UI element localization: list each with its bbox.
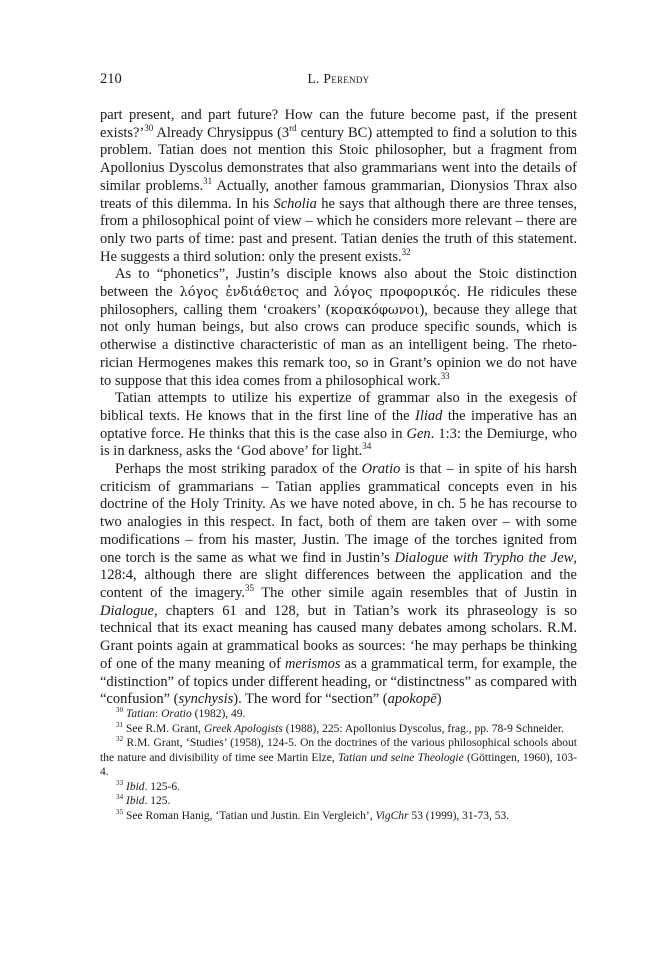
italic-text: apokopē	[387, 691, 437, 708]
text-run: Tatian attempts to utilize his expertize of grammar also in the exegesis of biblical texts. He knows that in the first line of the	[100, 390, 577, 424]
italic-text: merismos	[284, 655, 341, 672]
running-title: L. Perendy	[307, 71, 370, 86]
text-run: . 1:3: the Demiurge, who is in darkness, asks the ‘God above’ for light.	[100, 425, 577, 460]
body-text	[100, 107, 577, 709]
italic-text: VigChr	[375, 809, 409, 822]
footnote	[100, 780, 577, 795]
note-marker: 35	[116, 807, 124, 816]
text-run: , 128:4, although there are slight differences between the application and the content of the imagery.	[100, 549, 577, 601]
note-marker: 30	[144, 122, 154, 133]
italic-text: Scholia	[273, 195, 317, 212]
italic-text: Ibid	[126, 780, 145, 793]
text-run: See Roman Hanig, ‘Tatian und Justin. Ein Vergleich’,	[123, 809, 376, 822]
text-run: Actually, another famous grammarian, Dionysios Thrax also treats of this dilemma. In his	[100, 177, 577, 212]
note-marker: 35	[245, 583, 255, 594]
text-run: . He ridicules these philosophers, calling them ‘croakers’ (	[100, 284, 577, 318]
paragraph	[100, 107, 577, 266]
footnote	[100, 794, 577, 809]
note-marker: 30	[116, 706, 124, 715]
footnote	[100, 736, 577, 780]
page-number: 210	[100, 71, 122, 87]
note-marker: rd	[289, 122, 297, 133]
paragraph	[100, 390, 577, 461]
italic-text: Oratio	[361, 461, 401, 478]
note-marker: 33	[116, 778, 124, 787]
italic-text: synchysis	[178, 691, 234, 708]
note-marker: 33	[440, 370, 450, 381]
text-run: is that – in spite of his harsh criticism of grammarians – Tatian applies grammatical concepts even in his doctrine of the Holy Trinity. As we have noted above, in ch. 5 he has recourse to two analogies in this respect. In fact, both of them are taken over – with some modifications – from his master, Justin. The image of the torches ignited from one torch is the same as what we find in Justin’s	[100, 461, 577, 566]
italic-text: Dialogue with Trypho the Jew	[394, 549, 574, 566]
text-run: the imperative has an optative force. He thinks that this is the case also in	[100, 407, 577, 442]
note-marker: 31	[116, 720, 124, 729]
italic-text: Oratio	[161, 708, 192, 720]
italic-text: Iliad	[415, 407, 443, 424]
italic-text: Greek Apologists	[203, 722, 283, 735]
note-marker: 32	[401, 246, 411, 257]
text-run: Already Chrysippus (3	[153, 124, 290, 141]
text-run: (1988), 225: Apollonius Dyscolus, frag., pp. 78-9 Schneider.	[282, 722, 564, 735]
text-run: Perhaps the most striking paradox of the	[115, 461, 362, 478]
text-run: as a grammatical term, for example, the “distinction” of topics under different heading, or “distinctness” as compared with “confusion” (	[100, 655, 577, 708]
paragraph	[100, 461, 577, 709]
italic-text: Dialogue	[100, 602, 154, 619]
text-run: . 125-6.	[144, 780, 180, 793]
text-run: The other simile again resembles that of Justin in	[254, 584, 577, 601]
footnote	[100, 707, 577, 722]
text-run: (1982), 49.	[191, 708, 246, 720]
italic-text: Gen	[406, 425, 431, 442]
italic-text: Ibid	[126, 795, 145, 807]
text-run: . 125.	[144, 795, 171, 807]
text-run: :	[154, 708, 162, 720]
note-marker: 32	[116, 735, 124, 744]
greek-term: λόγος προφορικός	[333, 285, 457, 301]
greek-term: λόγος ἐνδιάθετος	[179, 285, 300, 301]
footnotes	[100, 707, 577, 823]
running-head	[100, 71, 577, 91]
paragraph	[100, 266, 577, 390]
note-marker: 31	[203, 175, 213, 186]
italic-text: Tatian und seine Theologie	[338, 751, 464, 764]
text-run: century BC) attempted to find a solution to this problem. Tatian does not mention this Stoic philosopher, but a fragment from Apollonius Dyscolus demonstrates that also grammarians went into the details of similar problems.	[100, 124, 577, 194]
text-run: and	[299, 284, 334, 301]
text-run: )	[436, 691, 442, 708]
text-run: (Göttingen, 1960), 103-4.	[100, 751, 577, 778]
text-run: , chapters 61 and 128, but in Tatian’s work its phraseology is so technical that its exact meaning has caused many debates among scholars. R.M. Grant points again at grammatical books as sources: ‘he may perhaps be thinking of one of the many meaning of	[100, 602, 577, 672]
italic-text: Tatian	[126, 708, 155, 720]
text-run: As to “phonetics”, Justin’s disciple knows also about the Stoic distinction between the	[100, 266, 577, 301]
text-run: ), because they allege that not only human beings, but also crows can produce specific sounds, which is otherwise a distinctive characteristic of man as an intelligent being. The rhetorician Hermogenes makes this remark too, so in Grant’s opinion we do not have to suppose that this idea comes from a philosophical work.	[100, 301, 577, 389]
footnote	[100, 722, 577, 737]
text-run: part present, and part future? How can the future become past, if the present exists?’	[100, 107, 577, 141]
text-run: R.M. Grant, ‘Studies’ (1958), 124-5. On the doctrines of the various philosophical schools about the nature and divisibility of time see Martin Elze,	[100, 737, 577, 764]
greek-term: κορακόφωνοι	[330, 302, 420, 318]
note-marker: 34	[116, 793, 124, 802]
footnote	[100, 809, 577, 824]
text-run: he says that although there are three tenses, from a philosophical point of view – which he considers more relevant – there are only two parts of time: past and present. Tatian denies the truth of this statement. He suggests a third solution: only the present exists.	[100, 195, 577, 265]
text-run: See R.M. Grant,	[123, 722, 204, 735]
note-marker: 34	[362, 441, 372, 452]
text-run: 53 (1999), 31-73, 53.	[408, 809, 510, 822]
text-run: ). The word for “section” (	[233, 691, 388, 708]
